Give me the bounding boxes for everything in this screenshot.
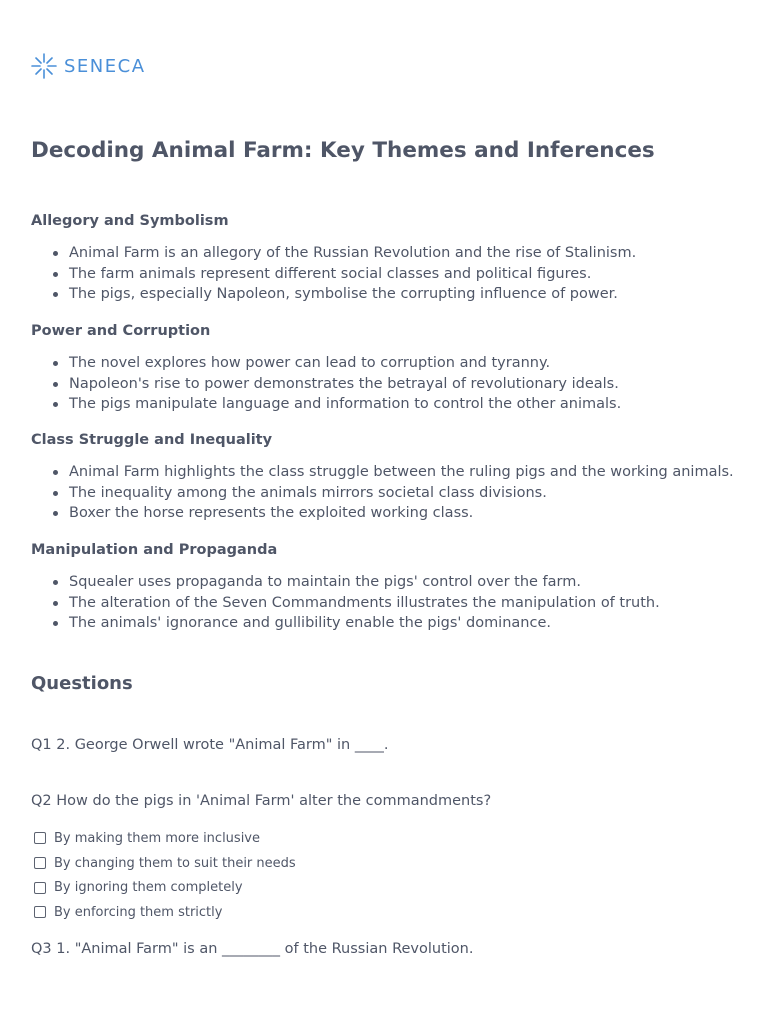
section-heading: Class Struggle and Inequality bbox=[31, 432, 273, 448]
seneca-logo bbox=[31, 53, 146, 79]
question-3: Q3 1. "Animal Farm" is an ________ of the Russian Revolution. bbox=[31, 941, 474, 957]
section-manipulation bbox=[31, 540, 751, 634]
section-allegory bbox=[31, 211, 751, 305]
list-item: The pigs, especially Napoleon, symbolise the corrupting influence of power. bbox=[69, 284, 751, 305]
list-item: Animal Farm is an allegory of the Russian Revolution and the rise of Stalinism. bbox=[69, 243, 751, 264]
question-1: Q1 2. George Orwell wrote "Animal Farm" in ____. bbox=[31, 737, 389, 753]
section-class-struggle bbox=[31, 430, 751, 524]
option-label: By ignoring them completely bbox=[54, 880, 243, 896]
answer-option[interactable] bbox=[34, 851, 296, 876]
list-item: Squealer uses propaganda to maintain the pigs' control over the farm. bbox=[69, 572, 751, 593]
list-item: Napoleon's rise to power demonstrates the betrayal of revolutionary ideals. bbox=[69, 374, 751, 395]
answer-option[interactable] bbox=[34, 875, 296, 900]
list-item: The pigs manipulate language and information to control the other animals. bbox=[69, 394, 751, 415]
question-2-options bbox=[34, 826, 296, 925]
section-power bbox=[31, 321, 751, 415]
list-item: Animal Farm highlights the class struggle between the ruling pigs and the working animals. bbox=[69, 462, 751, 483]
seneca-starburst-icon bbox=[31, 53, 57, 79]
checkbox[interactable] bbox=[34, 882, 46, 894]
checkbox[interactable] bbox=[34, 857, 46, 869]
option-label: By making them more inclusive bbox=[54, 830, 261, 846]
checkbox[interactable] bbox=[34, 832, 46, 844]
list-item: The alteration of the Seven Commandments illustrates the manipulation of truth. bbox=[69, 593, 751, 614]
section-heading: Manipulation and Propaganda bbox=[31, 542, 278, 558]
section-heading: Allegory and Symbolism bbox=[31, 213, 229, 229]
section-heading: Power and Corruption bbox=[31, 323, 211, 339]
page-title: Decoding Animal Farm: Key Themes and Inferences bbox=[31, 138, 655, 163]
list-item: The inequality among the animals mirrors societal class divisions. bbox=[69, 483, 751, 504]
bullet-list bbox=[31, 353, 751, 415]
answer-option[interactable] bbox=[34, 900, 296, 925]
list-item: Boxer the horse represents the exploited working class. bbox=[69, 503, 751, 524]
answer-option[interactable] bbox=[34, 826, 296, 851]
option-label: By changing them to suit their needs bbox=[54, 855, 296, 871]
brand-name: SENECA bbox=[64, 55, 146, 77]
question-2: Q2 How do the pigs in 'Animal Farm' alter the commandments? bbox=[31, 793, 492, 809]
checkbox[interactable] bbox=[34, 906, 46, 918]
option-label: By enforcing them strictly bbox=[54, 904, 223, 920]
bullet-list bbox=[31, 572, 751, 634]
bullet-list bbox=[31, 243, 751, 305]
questions-heading: Questions bbox=[31, 673, 133, 694]
list-item: The novel explores how power can lead to corruption and tyranny. bbox=[69, 353, 751, 374]
bullet-list bbox=[31, 462, 751, 524]
list-item: The farm animals represent different social classes and political figures. bbox=[69, 264, 751, 285]
list-item: The animals' ignorance and gullibility enable the pigs' dominance. bbox=[69, 613, 751, 634]
